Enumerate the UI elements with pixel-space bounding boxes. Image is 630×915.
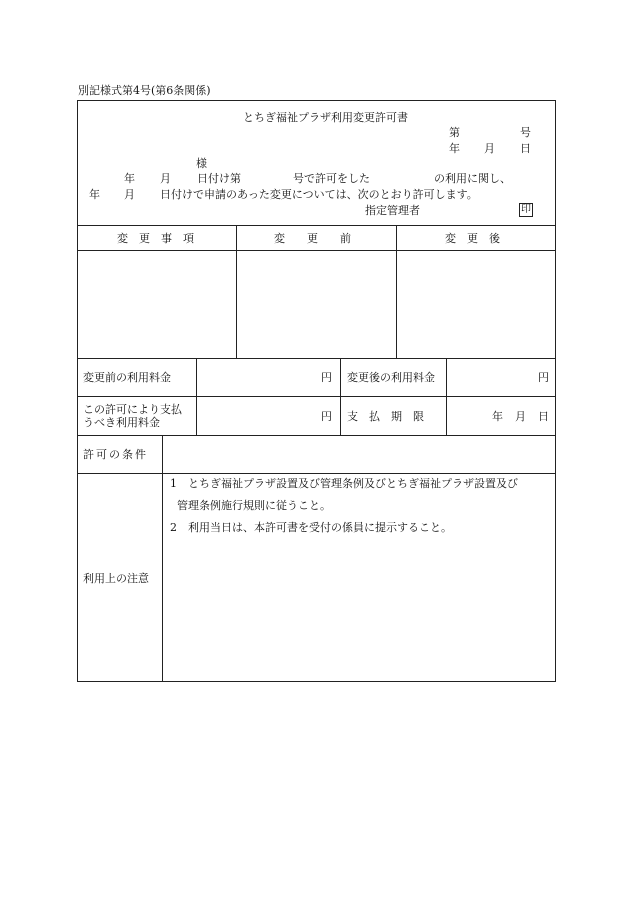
rule-fee-c2 <box>340 358 341 435</box>
fee-before-unit: 円 <box>321 371 332 384</box>
fee-after-unit: 円 <box>538 371 549 384</box>
rule-fee-bottom <box>77 435 556 436</box>
frame-top <box>77 100 556 101</box>
number-dai: 第 <box>449 126 460 139</box>
note-1-line-2: 管理条例施行規則に従うこと。 <box>177 499 331 512</box>
fee-before-label: 変更前の利用料金 <box>83 371 171 384</box>
frame-left <box>77 100 78 682</box>
rule-change-top <box>77 225 556 226</box>
fee-pay-unit: 円 <box>321 410 332 423</box>
body1-hizuke: 日付け第 <box>197 172 241 185</box>
manager-label: 指定管理者 <box>365 204 420 217</box>
body2-tsuki: 月 <box>124 188 135 201</box>
deadline-tsuki: 月 <box>515 410 526 423</box>
date-hi: 日 <box>520 142 531 155</box>
body1-go-kyoka: 号で許可をした <box>293 172 370 185</box>
notes-label: 利用上の注意 <box>83 572 149 585</box>
conditions-label: 許可の条件 <box>83 448 148 461</box>
deadline-label: 支 払 期 限 <box>347 410 424 423</box>
rule-fee-top <box>77 358 556 359</box>
col-change-item: 変 更 事 項 <box>117 232 194 245</box>
rule-change-col1 <box>236 225 237 358</box>
body1-tsuki: 月 <box>160 172 171 185</box>
fee-after-label: 変更後の利用料金 <box>347 371 435 384</box>
frame-bottom <box>77 681 556 682</box>
rule-conditions-bottom <box>77 473 556 474</box>
col-change-after: 変 更 後 <box>445 232 500 245</box>
recipient-suffix: 様 <box>196 157 207 170</box>
date-nen: 年 <box>449 142 460 155</box>
rule-fee-c1 <box>196 358 197 435</box>
body1-riyou: の利用に関し、 <box>434 172 511 185</box>
body1-nen: 年 <box>124 172 135 185</box>
rule-change-header <box>77 250 556 251</box>
col-change-before: 変 更 前 <box>274 232 351 245</box>
deadline-hi: 日 <box>538 410 549 423</box>
body2-nen: 年 <box>89 188 100 201</box>
fee-pay-label-2: うべき利用料金 <box>83 416 160 429</box>
note-1-number: 1 <box>170 477 177 490</box>
seal-mark: 印 <box>521 204 531 215</box>
frame-right <box>555 100 556 682</box>
document-title: とちぎ福祉プラザ利用変更許可書 <box>243 111 408 124</box>
date-tsuki: 月 <box>484 142 495 155</box>
body2-rest: 日付けで申請のあった変更については、次のとおり許可します。 <box>160 188 478 201</box>
fee-pay-label-1: この許可により支払 <box>83 403 182 416</box>
rule-change-col2 <box>396 225 397 358</box>
form-label: 別記様式第4号(第6条関係) <box>78 84 211 97</box>
rule-label-col <box>162 435 163 682</box>
note-2-text: 利用当日は、本許可書を受付の係員に提示すること。 <box>188 521 452 534</box>
rule-fee-c3 <box>446 358 447 435</box>
note-2-number: 2 <box>170 521 177 534</box>
rule-fee-mid <box>77 396 556 397</box>
deadline-nen: 年 <box>492 410 503 423</box>
note-1-line-1: とちぎ福祉プラザ設置及び管理条例及びとちぎ福祉プラザ設置及び <box>188 477 518 490</box>
number-go: 号 <box>520 126 531 139</box>
